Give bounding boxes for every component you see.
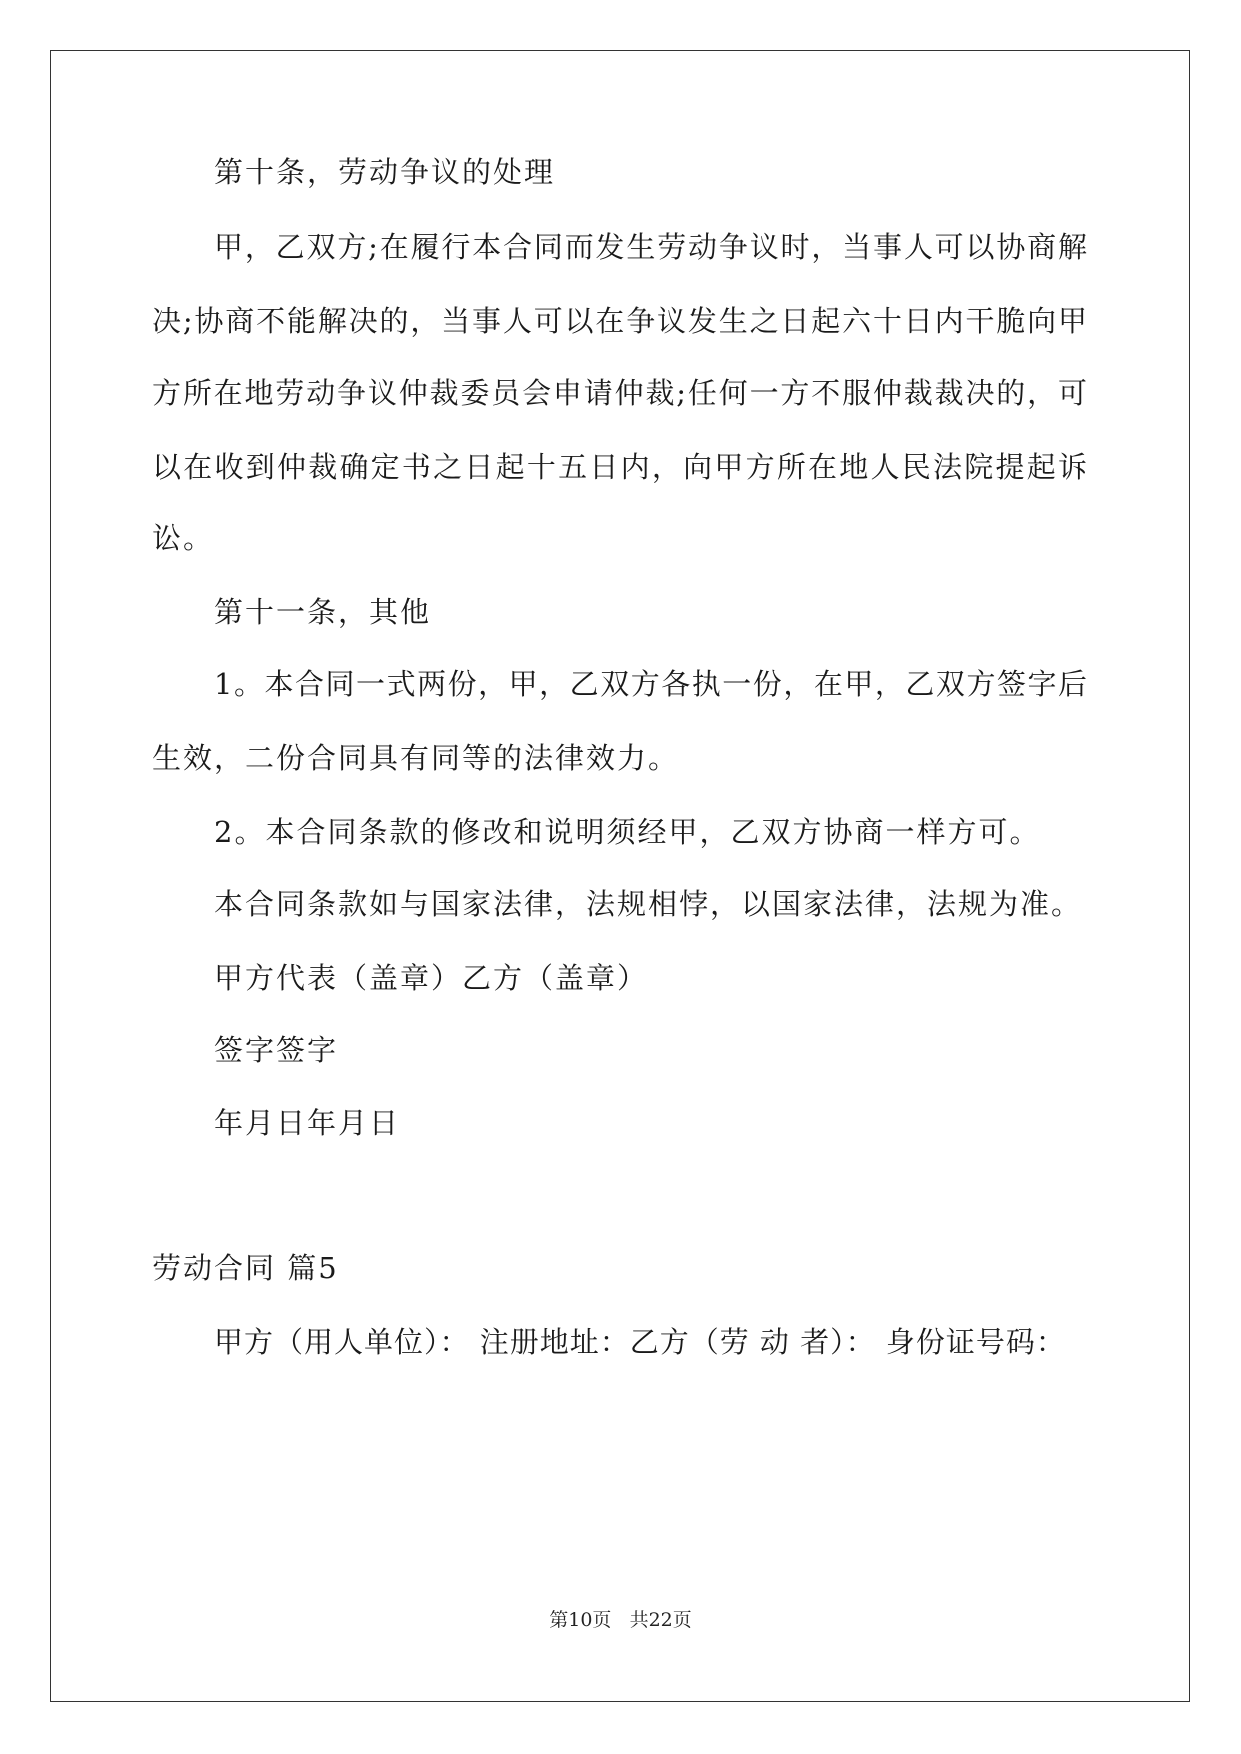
paragraph-line: 生效，二份合同具有同等的法律效力。 bbox=[152, 741, 680, 775]
paragraph-line: 方所在地劳动争议仲裁委员会申请仲裁;任何一方不服仲裁裁决的，可 bbox=[152, 376, 1088, 410]
article-11-heading: 第十一条，其他 bbox=[214, 595, 432, 629]
page-footer bbox=[0, 1608, 1241, 1632]
date-line: 年月日年月日 bbox=[214, 1106, 401, 1140]
paragraph-line: 以在收到仲裁确定书之日起十五日内，向甲方所在地人民法院提起诉 bbox=[152, 450, 1088, 484]
paragraph-line: 决;协商不能解决的，当事人可以在争议发生之日起六十日内干脆向甲 bbox=[152, 304, 1088, 338]
paragraph-line: 甲，乙双方;在履行本合同而发生劳动争议时，当事人可以协商解 bbox=[214, 230, 1088, 264]
paragraph-line: 2。本合同条款的修改和说明须经甲，乙双方协商一样方可。 bbox=[214, 815, 1041, 849]
section-heading: 劳动合同 篇5 bbox=[152, 1251, 339, 1285]
page-total: 共22页 bbox=[629, 1609, 692, 1631]
party-info-line: 甲方（用人单位）： 注册地址：乙方（劳 动 者）： 身份证号码： bbox=[214, 1325, 1066, 1359]
signature-line: 签字签字 bbox=[214, 1033, 339, 1067]
paragraph-line: 讼。 bbox=[152, 521, 215, 555]
page-border bbox=[50, 50, 1190, 1702]
article-10-heading: 第十条，劳动争议的处理 bbox=[214, 155, 556, 189]
signature-line: 甲方代表（盖章）乙方（盖章） bbox=[214, 961, 649, 995]
paragraph-line: 1。本合同一式两份，甲，乙双方各执一份，在甲，乙双方签字后 bbox=[214, 667, 1088, 701]
paragraph-line: 本合同条款如与国家法律，法规相悖，以国家法律，法规为准。 bbox=[214, 887, 1083, 921]
page-number: 第10页 bbox=[549, 1609, 612, 1631]
